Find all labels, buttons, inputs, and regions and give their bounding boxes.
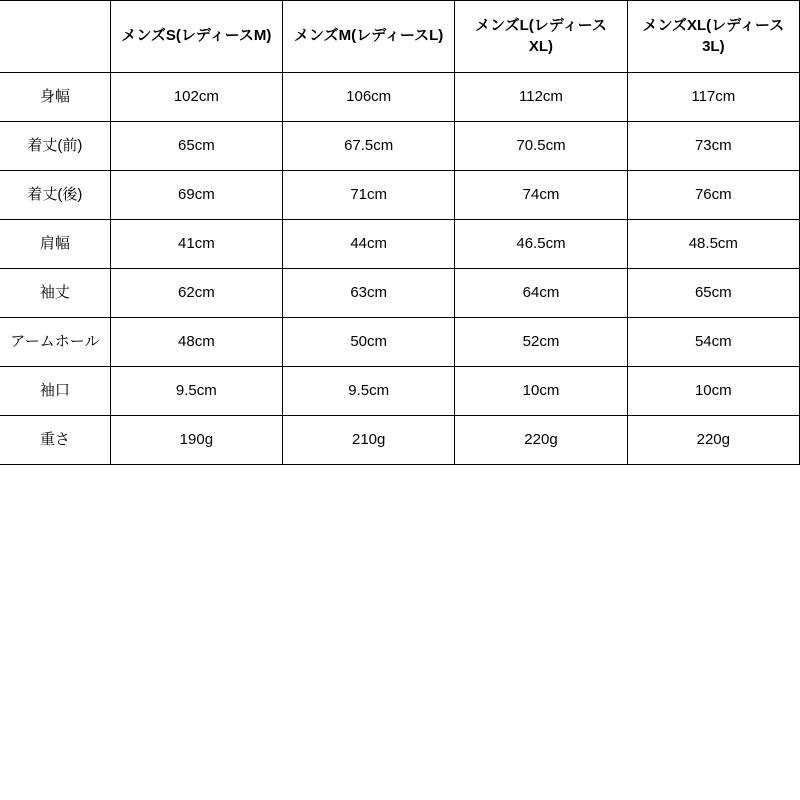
cell-body-width-l: 112cm: [455, 73, 627, 122]
cell-body-width-xl: 117cm: [627, 73, 799, 122]
column-header-mens-m: メンズM(レディースL): [283, 1, 455, 73]
cell-length-back-m: 71cm: [283, 171, 455, 220]
table-row: [0, 73, 800, 122]
table-row: [0, 220, 800, 269]
row-header-armhole: アームホール: [0, 318, 110, 367]
cell-shoulder-width-m: 44cm: [283, 220, 455, 269]
cell-length-back-l: 74cm: [455, 171, 627, 220]
cell-cuff-s: 9.5cm: [110, 367, 282, 416]
cell-body-width-m: 106cm: [283, 73, 455, 122]
cell-length-front-m: 67.5cm: [283, 122, 455, 171]
cell-length-front-s: 65cm: [110, 122, 282, 171]
cell-length-front-xl: 73cm: [627, 122, 799, 171]
table-header: [0, 1, 800, 73]
cell-length-back-xl: 76cm: [627, 171, 799, 220]
cell-weight-l: 220g: [455, 416, 627, 465]
cell-cuff-xl: 10cm: [627, 367, 799, 416]
row-header-body-width: 身幅: [0, 73, 110, 122]
cell-armhole-m: 50cm: [283, 318, 455, 367]
table-row: [0, 171, 800, 220]
cell-sleeve-length-s: 62cm: [110, 269, 282, 318]
column-header-mens-l: メンズL(レディースXL): [455, 1, 627, 73]
table-row: [0, 122, 800, 171]
cell-length-front-l: 70.5cm: [455, 122, 627, 171]
cell-shoulder-width-xl: 48.5cm: [627, 220, 799, 269]
cell-cuff-l: 10cm: [455, 367, 627, 416]
cell-sleeve-length-l: 64cm: [455, 269, 627, 318]
cell-weight-xl: 220g: [627, 416, 799, 465]
cell-weight-m: 210g: [283, 416, 455, 465]
cell-shoulder-width-l: 46.5cm: [455, 220, 627, 269]
blank-area: [0, 465, 800, 775]
header-row: [0, 1, 800, 73]
table-corner-cell: [0, 1, 110, 73]
column-header-mens-s: メンズS(レディースM): [110, 1, 282, 73]
row-header-shoulder-width: 肩幅: [0, 220, 110, 269]
cell-sleeve-length-m: 63cm: [283, 269, 455, 318]
row-header-cuff: 袖口: [0, 367, 110, 416]
cell-cuff-m: 9.5cm: [283, 367, 455, 416]
cell-body-width-s: 102cm: [110, 73, 282, 122]
cell-armhole-s: 48cm: [110, 318, 282, 367]
table-row: [0, 318, 800, 367]
row-header-length-front: 着丈(前): [0, 122, 110, 171]
cell-armhole-xl: 54cm: [627, 318, 799, 367]
column-header-mens-xl: メンズXL(レディース3L): [627, 1, 799, 73]
table-body: [0, 73, 800, 465]
cell-length-back-s: 69cm: [110, 171, 282, 220]
table-row: [0, 416, 800, 465]
cell-sleeve-length-xl: 65cm: [627, 269, 799, 318]
row-header-weight: 重さ: [0, 416, 110, 465]
row-header-sleeve-length: 袖丈: [0, 269, 110, 318]
cell-shoulder-width-s: 41cm: [110, 220, 282, 269]
table-row: [0, 367, 800, 416]
table-row: [0, 269, 800, 318]
cell-weight-s: 190g: [110, 416, 282, 465]
cell-armhole-l: 52cm: [455, 318, 627, 367]
row-header-length-back: 着丈(後): [0, 171, 110, 220]
